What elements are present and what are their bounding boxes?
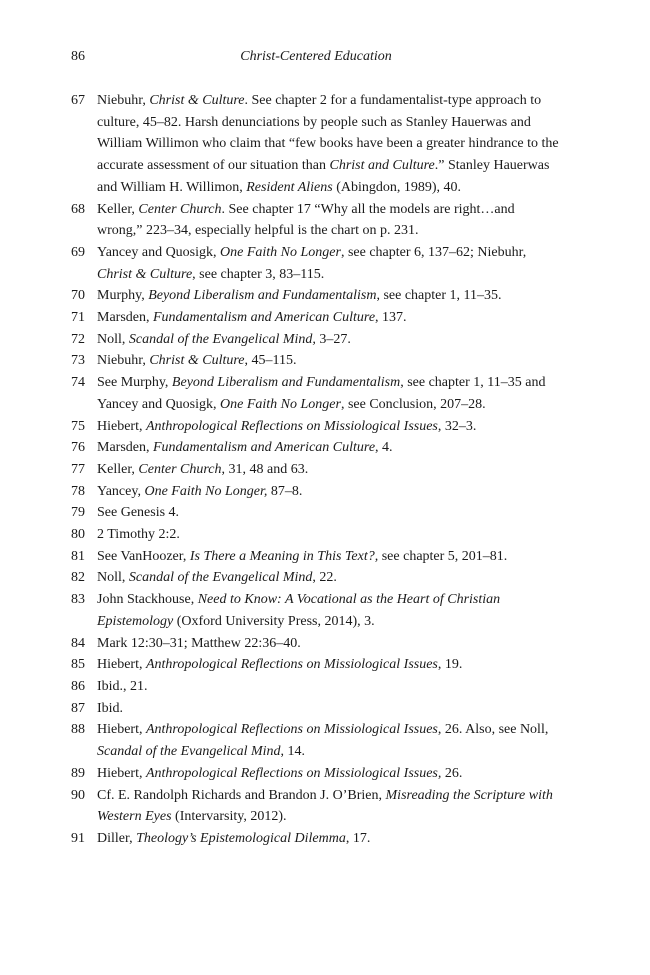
endnote-number: 67 [71,93,85,108]
endnote-text-segment: 2 Timothy 2:2. [97,527,180,543]
endnote-number: 85 [71,657,85,673]
endnote-text-segment: Noll, [97,331,129,347]
endnote-text-segment: Niebuhr, [97,93,150,108]
endnote-number: 74 [71,375,85,391]
endnote [71,676,561,698]
endnote-number: 71 [71,310,85,326]
endnote-number: 82 [71,570,85,586]
endnote-title-italic: Christ and Culture [329,158,435,174]
endnote-text-segment: Hiebert, [97,657,146,673]
endnote-text-segment: Cf. E. Randolph Richards and Brandon J. O’Brien, [97,787,386,803]
endnote [71,199,561,242]
endnote [71,567,561,589]
endnote-title-italic: Christ & Culture [97,266,193,282]
book-title: Christ-Centered Education [240,49,392,64]
endnote [71,785,561,828]
endnote-title-italic: Scandal of the Evangelical Mind, [128,331,316,347]
endnote-title-italic: Fundamentalism and American Culture [153,310,376,326]
endnote-title-italic: Beyond Liberalism and Fundamentalism [171,375,401,391]
endnote-text-segment: , see chapter 1, 11–35 and Yancey and Quosigk, [97,375,546,412]
endnote-number: 83 [71,592,85,608]
endnote-text [97,419,476,434]
endnote-title-italic: Anthropological Reflections on Missiological Issues [145,722,438,738]
endnote-number: 72 [71,331,85,347]
endnote-text-segment: , 17. [345,830,371,846]
endnote-number: 77 [71,461,85,477]
endnote-text-segment: Diller, [97,830,137,846]
endnote-title-italic: Anthropological Reflections on Missiological Issues [145,418,438,434]
endnote-text-segment: 26. [441,765,463,781]
endnote-text-segment: (Abingdon, 1989), 40. [332,179,462,195]
endnote-text [97,592,500,629]
endnote-text-segment: Ibid. [97,700,124,716]
endnote-title-italic: Fundamentalism and American Culture [153,440,376,456]
endnote [71,546,561,568]
endnote-title-italic: Center Church [138,201,222,217]
endnote-title-italic: Christ & Culture [149,353,245,369]
endnote [71,828,561,850]
endnote [71,502,561,524]
endnote-text-segment: Hiebert, [97,765,146,781]
endnote-text [97,679,148,694]
endnote [71,719,561,762]
endnote-text [97,766,462,781]
endnote-number: 81 [71,548,85,564]
endnote-text-segment: , 22. [312,570,337,586]
endnote-number: 87 [71,700,85,716]
endnote [71,416,561,438]
endnote-text-segment: .” Stanley Hauerwas and William H. Willimon, [97,158,550,195]
endnote-number: 90 [71,787,85,803]
endnote [71,329,561,351]
endnote-text-segment: Marsden, [97,440,153,456]
endnote-title-italic: Misreading the Scripture with Western Eyes [97,787,553,825]
endnote-text [97,245,526,282]
endnote-text [97,701,123,716]
endnote-number: 78 [71,483,85,499]
endnote [71,698,561,720]
endnote-text-segment: , 14. [280,744,306,760]
endnote-text-segment: (Intervarsity, 2012). [171,809,287,825]
endnote [71,481,561,503]
endnote-text-segment: , 31, 48 and 63. [221,461,309,477]
endnote-text [97,549,507,564]
endnote-number: 80 [71,527,85,543]
endnote-number: 76 [71,440,85,456]
endnote-text-segment: see chapter 5, 201–81. [378,548,508,564]
endnote-text-segment: , 32–3. [437,418,477,434]
endnote-text [97,788,553,825]
endnote-text-segment: Yancey and Quosigk, [97,244,221,260]
endnote-text [97,657,462,672]
endnote-text [97,375,545,412]
endnote-title-italic: Resident Aliens [246,179,333,195]
endnote-text-segment: See Murphy, [97,375,172,391]
endnote-text-segment: Niebuhr, [97,353,150,369]
endnote [71,285,561,307]
endnote-text-segment: Murphy, [97,288,149,304]
endnote-text-segment: , see chapter 6, 137–62; Niebuhr, [340,244,527,260]
endnote-text-segment: , see chapter 1, 11–35. [376,288,502,304]
endnote-title-italic: One Faith No Longer [220,396,341,412]
endnotes-list [71,90,561,850]
endnote-text-segment: 3–27. [315,331,351,347]
endnote-text-segment: See Genesis 4. [97,505,180,521]
endnote-text-segment: , 4. [375,440,393,456]
endnote-text [97,93,559,195]
endnote-text [97,636,301,651]
endnote-text-segment: Hiebert, [97,722,146,738]
endnote-text [97,527,180,542]
endnote-text-segment: Yancey, [97,483,145,499]
endnote-text [97,831,370,846]
endnote [71,633,561,655]
endnote [71,654,561,676]
endnote-number: 70 [71,288,85,304]
endnote-title-italic: One Faith No Longer [220,244,341,260]
endnote-number: 68 [71,201,85,217]
endnote-title-italic: Theology’s Epistemological Dilemma [136,830,346,846]
endnote [71,372,561,415]
endnote-number: 89 [71,765,85,781]
endnote-number: 75 [71,418,85,434]
endnote-number: 79 [71,505,85,521]
endnote-text [97,353,296,368]
endnote-text [97,722,548,759]
endnote-text-segment: Marsden, [97,310,153,326]
endnote-text-segment: , 45–115. [244,353,297,369]
endnote-text [97,440,393,455]
endnote-text-segment: , 137. [375,310,407,326]
endnote-text-segment: See VanHoozer, [97,548,190,564]
page-number: 86 [71,49,85,64]
endnote-number: 69 [71,244,85,260]
endnote-text [97,505,179,520]
endnote-text-segment: Hiebert, [97,418,146,434]
running-head [71,47,561,67]
endnote-title-italic: One Faith No Longer, [144,483,268,499]
endnote [71,307,561,329]
endnote-text-segment: , 19. [437,657,463,673]
endnote-title-italic: Anthropological Reflections on Missiological Issues [145,657,438,673]
endnote-text-segment: , see Conclusion, 207–28. [340,396,486,412]
endnote-title-italic: Scandal of the Evangelical Mind [128,570,313,586]
endnote-text-segment: John Stackhouse, [97,592,198,608]
endnote-number: 84 [71,635,85,651]
endnote [71,763,561,785]
endnote-text [97,462,308,477]
endnote [71,437,561,459]
endnote-title-italic: Anthropological Reflections on Missiological Issues, [145,765,442,781]
endnote-title-italic: Beyond Liberalism and Fundamentalism [148,288,377,304]
endnote-text-segment: Noll, [97,570,129,586]
endnote [71,242,561,285]
endnote-title-italic: Scandal of the Evangelical Mind [97,744,281,760]
endnote-text [97,202,515,239]
endnote-title-italic: Need to Know: A Vocational as the Heart of Christian Epistemology [97,592,501,629]
endnote [71,90,561,199]
endnote-text [97,484,302,499]
endnote-title-italic: Is There a Meaning in This Text?, [189,548,379,564]
endnote-text-segment: . See chapter 17 “Why all the models are right…and wrong,” 223–34, especially helpful is the chart on p. 231. [97,201,515,239]
endnote-text-segment: . See chapter 2 for a fundamentalist-type approach to culture, 45–82. Harsh denunciations by people such as Stanley Hauerwas and William Willimon who claim that “few books have been a greater hindrance to the accurate assessment of our situation than [97,93,559,174]
endnote-text-segment: Keller, [97,461,139,477]
endnote-text-segment: 87–8. [267,483,303,499]
endnote-number: 73 [71,353,85,369]
endnote-number: 91 [71,830,85,846]
endnote-text-segment: Keller, [97,201,139,217]
endnote-text-segment: Mark 12:30–31; Matthew 22:36–40. [97,635,301,651]
endnote-text-segment: , 26. Also, see Noll, [437,722,549,738]
endnote-text [97,288,502,303]
endnote [71,350,561,372]
endnote-text-segment: (Oxford University Press, 2014), 3. [173,613,375,629]
endnote-number: 86 [71,678,85,694]
endnote-title-italic: Center Church [138,461,222,477]
endnote-number: 88 [71,722,85,738]
endnote [71,589,561,632]
endnote [71,524,561,546]
endnote-text [97,332,351,347]
endnote-text [97,310,407,325]
endnote-text-segment: , see chapter 3, 83–115. [192,266,325,282]
endnote [71,459,561,481]
endnote-text-segment: Ibid., 21. [97,678,148,694]
endnote-title-italic: Christ & Culture [149,93,245,108]
endnote-text [97,570,337,585]
